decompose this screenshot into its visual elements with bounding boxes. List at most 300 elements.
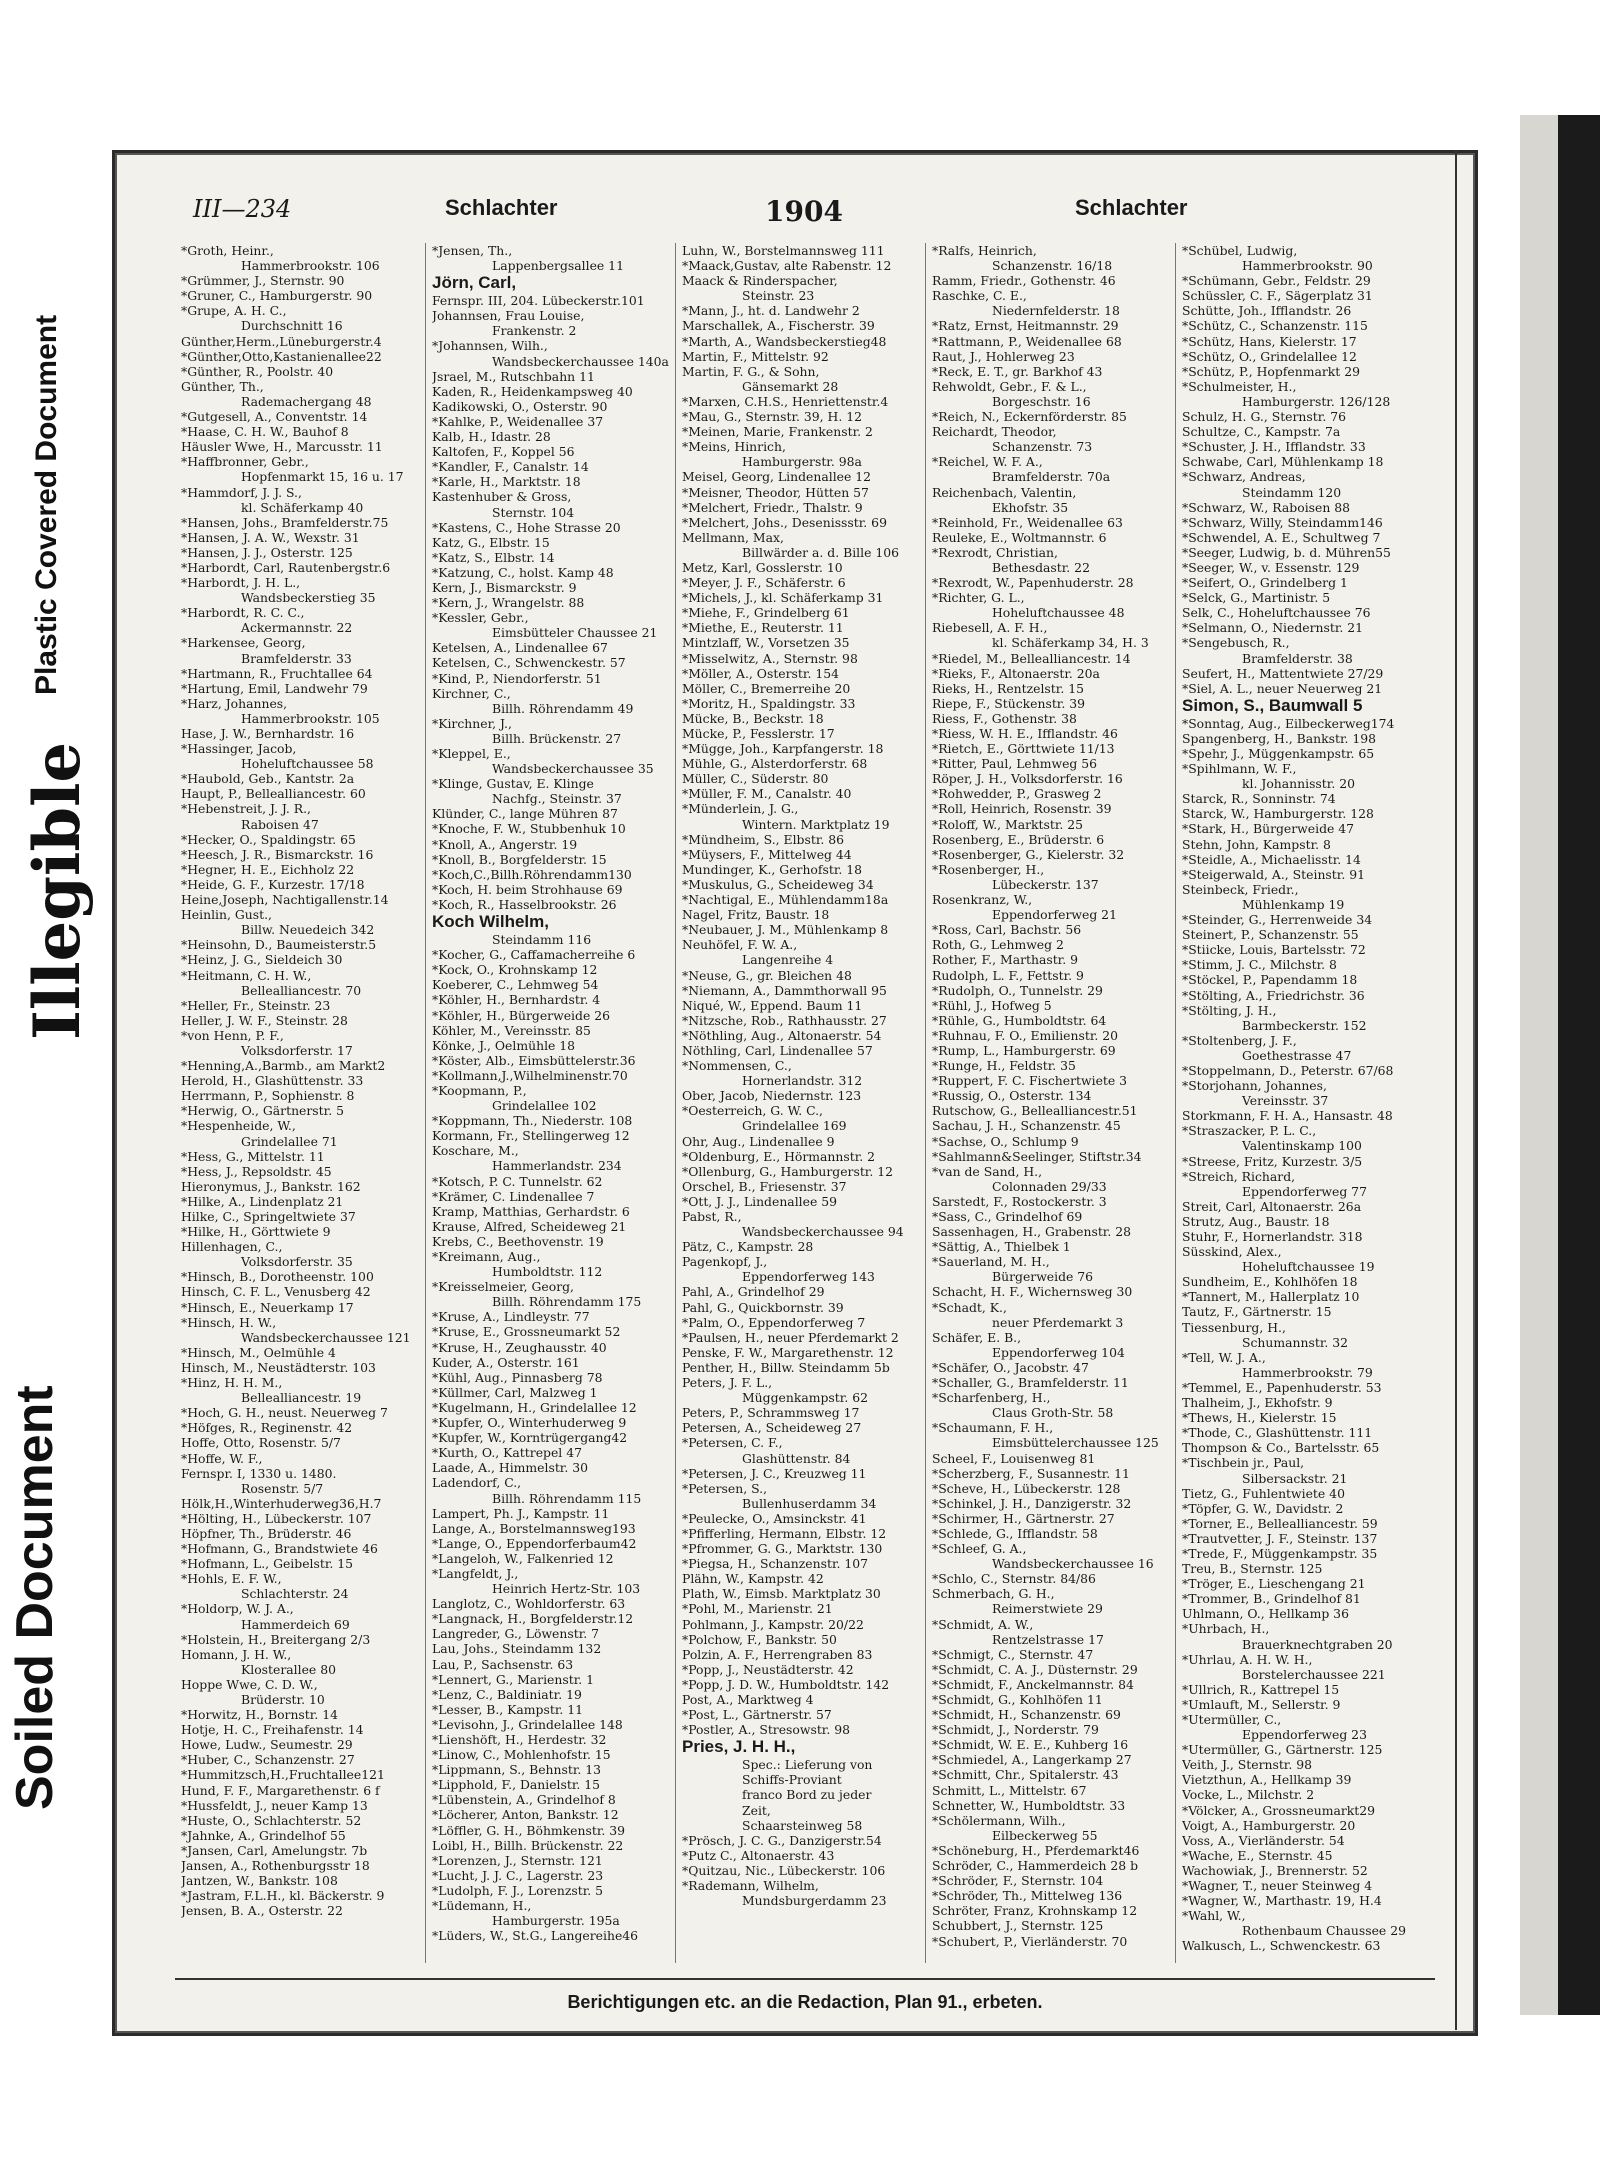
listing-entry: Schulz, H. G., Sternstr. 76 [1182, 409, 1346, 425]
listing-entry: Schiffs-Proviant [742, 1772, 842, 1788]
listing-entry: Lübeckerstr. 137 [992, 876, 1099, 892]
listing-entry: Rehwoldt, Gebr., F. & L., [932, 378, 1087, 394]
listing-entry: Pries, J. H. H., [682, 1737, 796, 1757]
listing-entry: *Schmitt, Chr., Spitalerstr. 43 [932, 1767, 1119, 1783]
footer-note: Berichtigungen etc. an die Redaction, Plan 91., erbeten. [175, 1978, 1435, 2022]
listing-entry: *Riedel, M., Bellealliancestr. 14 [932, 650, 1131, 666]
listing-entry: Steindamm 116 [492, 932, 592, 948]
listing-entry: *Heinz, J. G., Sieldeich 30 [181, 952, 343, 968]
listing-entry: *Rühle, G., Humboldtstr. 64 [932, 1012, 1107, 1028]
listing-entry: *Schütz, P., Hopfenmarkt 29 [1182, 363, 1360, 379]
listing-entry: Stuhr, F., Hornerlandstr. 318 [1182, 1229, 1363, 1244]
listing-entry: *Kern, J., Wrangelstr. 88 [432, 595, 585, 611]
listing-entry: Schultze, C., Kampstr. 7a [1182, 424, 1341, 440]
listing-entry: *Nitzsche, Rob., Rathhausstr. 27 [682, 1012, 887, 1028]
listing-entry: Billh. Röhrendamm 49 [492, 700, 634, 716]
listing-entry: Höpfner, Th., Brüderstr. 46 [181, 1525, 352, 1541]
listing-entry: *Streese, Fritz, Kurzestr. 3/5 [1182, 1153, 1363, 1169]
listing-entry: *Putz C., Altonaerstr. 43 [682, 1847, 835, 1863]
listing-entry: *Petersen, J. C., Kreuzweg 11 [682, 1465, 867, 1481]
listing-entry: Rieks, H., Rentzelstr. 15 [932, 680, 1084, 696]
listing-entry: *Holstein, H., Breitergang 2/3 [181, 1631, 371, 1647]
listing-entry: *Kruse, A., Lindleystr. 77 [432, 1309, 590, 1325]
listing-entry: Heinlin, Gust., [181, 907, 272, 923]
listing-entry: *Schwarz, Willy, Steindamm146 [1182, 514, 1383, 530]
listing-entry: Gänsemarkt 28 [742, 378, 839, 394]
listing-entry: *Hoffe, W. F., [181, 1450, 263, 1466]
listing-entry: *Schwarz, W., Raboisen 88 [1182, 499, 1351, 515]
listing-entry: Reichardt, Theodor, [932, 424, 1057, 440]
listing-entry: *Schütz, Hans, Kielerstr. 17 [1182, 333, 1357, 349]
listing-entry: *Kocher, G., Caffamacherreihe 6 [432, 947, 636, 963]
listing-entry: Ketelsen, A., Lindenallee 67 [432, 640, 608, 656]
listing-entry: *van de Sand, H., [932, 1163, 1043, 1179]
listing-entry: *Meins, Hinrich, [682, 439, 786, 455]
listing-entry: *Schölermann, Wilh., [932, 1812, 1066, 1828]
listing-entry: Penske, F. W., Margarethenstr. 12 [682, 1344, 894, 1360]
listing-entry: *Hebenstreit, J. J. R., [181, 801, 311, 817]
listing-entry: *Müysers, F., Mittelweg 44 [682, 846, 852, 862]
listing-entry: Kaltofen, F., Koppel 56 [432, 444, 575, 460]
listing-entry: Kalb, H., Idastr. 28 [432, 429, 551, 445]
page-header [115, 195, 1475, 239]
listing-entry: Hornerlandstr. 312 [742, 1073, 863, 1089]
listing-entry: *Siel, A. L., neuer Neuerweg 21 [1182, 680, 1383, 696]
listing-entry: Plath, W., Eimsb. Marktplatz 30 [682, 1586, 881, 1602]
listing-entry: Glashüttenstr. 84 [742, 1450, 851, 1466]
listing-entry: *Lucht, J. J. C., Lagerstr. 23 [432, 1867, 604, 1883]
listing-entry: Grindelallee 169 [742, 1118, 847, 1134]
listing-entry: *Rosenberger, G., Kielerstr. 32 [932, 846, 1125, 862]
listing-entry: Rentzelstrasse 17 [992, 1631, 1104, 1647]
listing-entry: Laade, A., Himmelstr. 30 [432, 1460, 589, 1476]
listing-entry: *Stoppelmann, D., Peterstr. 67/68 [1182, 1062, 1394, 1078]
listing-entry: *Uhrlau, A. H. W. H., [1182, 1651, 1313, 1667]
listing-entry: Tiessenburg, H., [1182, 1319, 1286, 1335]
listing-entry: *Hammdorf, J. J. S., [181, 484, 302, 500]
listing-entry: *Moritz, H., Spaldingstr. 33 [682, 695, 856, 711]
listing-entry: Hammerbrookstr. 105 [241, 710, 380, 726]
listing-entry: Koeberer, C., Lehmweg 54 [432, 977, 599, 993]
listing-entry: Lampert, Ph. J., Kampstr. 11 [432, 1505, 610, 1521]
listing-entry: *Harbordt, Carl, Rautenbergstr.6 [181, 559, 391, 575]
listing-entry: *Schlede, G., Ifflandstr. 58 [932, 1525, 1098, 1541]
listing-entry: *Peulecke, O., Amsinckstr. 41 [682, 1510, 867, 1526]
listing-entry: Borgeschstr. 16 [992, 393, 1091, 409]
listing-entry: *Russig, O., Osterstr. 134 [932, 1088, 1092, 1104]
listing-entry: Herrmann, P., Sophienstr. 8 [181, 1088, 355, 1104]
listing-entry: Nagel, Fritz, Baustr. 18 [682, 907, 830, 923]
listing-entry: Könke, J., Oelmühle 18 [432, 1037, 576, 1053]
listing-entry: Riess, F., Gothenstr. 38 [932, 710, 1077, 726]
listing-entry: Günther,Herm.,Lüneburgerstr.4 [181, 333, 382, 349]
page-number: III—234 [193, 195, 292, 223]
listing-entry: *Harbordt, J. H. L., [181, 575, 301, 591]
listing-entry: Mellmann, Max, [682, 529, 784, 545]
listing-entry: Peters, J. F. L., [682, 1375, 773, 1391]
listing-entry: Hammerdeich 69 [241, 1616, 350, 1632]
listing-entry: Schüssler, C. F., Sägerplatz 31 [1182, 288, 1373, 304]
listing-entry: Schröter, Franz, Krohnskamp 12 [932, 1903, 1138, 1919]
listing-entry: *Spehr, J., Müggenkampstr. 65 [1182, 746, 1375, 761]
listing-entry: Pätz, C., Kampstr. 28 [682, 1239, 814, 1255]
listing-entry: *Hartung, Emil, Landwehr 79 [181, 680, 368, 696]
listing-entry: Vereinsstr. 37 [1242, 1093, 1329, 1109]
listing-entry: *Köhler, H., Bernhardstr. 4 [432, 992, 601, 1008]
listing-entry: Voigt, A., Hamburgerstr. 20 [1182, 1817, 1356, 1833]
listing-entry: Sternstr. 104 [492, 504, 575, 520]
listing-entry: Röper, J. H., Volksdorferstr. 16 [932, 771, 1123, 787]
listing-entry: Kastenhuber & Gross, [432, 489, 572, 505]
listing-entry: Schäfer, E. B., [932, 1329, 1022, 1345]
listing-entry: Streit, Carl, Altonaerstr. 26a [1182, 1198, 1362, 1214]
listing-entry: *Schütz, C., Schanzenstr. 115 [1182, 318, 1368, 334]
listing-entry: franco Bord zu jeder [742, 1787, 872, 1803]
listing-entry: Hoheluftchaussee 19 [1242, 1259, 1375, 1275]
listing-entry: Schmitt, L., Mittelstr. 67 [932, 1782, 1087, 1798]
listing-entry: *Nachtigal, E., Mühlendamm18a [682, 892, 889, 908]
listing-entry: *Kotsch, P. C. Tunnelstr. 62 [432, 1173, 603, 1189]
listing-entry: *Trommer, B., Grindelhof 81 [1182, 1591, 1361, 1607]
listing-entry: *Hummitzsch,H.,Fruchtallee121 [181, 1767, 385, 1783]
listing-entry: *Haubold, Geb., Kantstr. 2a [181, 771, 355, 787]
listing-entry: Voss, A., Vierländerstr. 54 [1182, 1832, 1345, 1848]
listing-entry: Nöthling, Carl, Lindenallee 57 [682, 1042, 873, 1058]
listing-entry: *Lüdemann, H., [432, 1898, 532, 1914]
listing-entry: *Ratz, Ernst, Heitmannstr. 29 [932, 318, 1119, 334]
listing-entry: *Neubauer, J. M., Mühlenkamp 8 [682, 922, 889, 938]
listing-entry: Roth, G., Lehmweg 2 [932, 937, 1064, 953]
listing-entry: *Hilke, H., Görttwiete 9 [181, 1224, 331, 1240]
listing-entry: *Roloff, W., Marktstr. 25 [932, 816, 1084, 832]
listing-entry: Schlachterstr. 24 [241, 1586, 349, 1602]
listing-entry: Ackermannstr. 22 [241, 620, 353, 636]
listing-entry: *Lübenstein, A., Grindelhof 8 [432, 1792, 616, 1808]
listing-entry: Spec.: Lieferung von [742, 1757, 873, 1773]
listing-entry: Billh. Röhrendamm 115 [492, 1490, 642, 1506]
listing-entry: *Kruse, H., Zeughausstr. 40 [432, 1339, 607, 1355]
listing-entry: *Oesterreich, G. W. C., [682, 1103, 823, 1119]
label-soiled-document: Soiled Document [6, 1385, 64, 1810]
listing-entry: Durchschnitt 16 [241, 318, 343, 334]
listing-entry: *Langnack, H., Borgfelderstr.12 [432, 1611, 634, 1627]
listing-entry: *Kruse, E., Grossneumarkt 52 [432, 1324, 621, 1340]
listing-entry: *Kühl, Aug., Pinnasberg 78 [432, 1369, 603, 1385]
listing-entry: *Kock, O., Krohnskamp 12 [432, 962, 598, 978]
listing-entry: *Hess, G., Mittelstr. 11 [181, 1148, 325, 1164]
listing-entry: *Hassinger, Jacob, [181, 741, 297, 757]
listing-entry: Polzin, A. F., Herrengraben 83 [682, 1646, 873, 1662]
listing-entry: *Langfeldt, J., [432, 1565, 519, 1581]
listing-entry: Hoffe, Otto, Rosenstr. 5/7 [181, 1435, 341, 1451]
listing-entry: Koschare, M., [432, 1143, 519, 1159]
listing-entry: *Marth, A., Wandsbeckerstieg48 [682, 333, 887, 349]
listing-entry: *Schöneburg, H., Pferdemarkt46 [932, 1842, 1140, 1858]
listing-entry: *Langeloh, W., Falkenried 12 [432, 1550, 614, 1566]
listing-entry: Schanzenstr. 73 [992, 439, 1093, 455]
listing-entry: Luhn, W., Borstelmannsweg 111 [682, 243, 885, 258]
listing-entry: Grindelallee 102 [492, 1098, 597, 1114]
listing-entry: Meisel, Georg, Lindenallee 12 [682, 469, 872, 485]
listing-entry: *Umlauft, M., Sellerstr. 9 [1182, 1696, 1341, 1712]
listing-entry: *Schirmer, H., Gärtnerstr. 27 [932, 1510, 1115, 1526]
listing-entry: Eppendorferweg 104 [992, 1344, 1125, 1360]
listing-entry: *Hinsch, H. W., [181, 1314, 277, 1330]
listing-entry: *Haffbronner, Gebr., [181, 454, 309, 470]
listing-entry: Hamburgerstr. 195a [492, 1913, 620, 1929]
listing-entry: Hammerbrookstr. 79 [1242, 1364, 1373, 1380]
listing-entry: *Postler, A., Stresowstr. 98 [682, 1722, 851, 1738]
listing-entry: Heinrich Hertz-Str. 103 [492, 1581, 641, 1597]
listing-entry: *Koch,C.,Billh.Röhrendamm130 [432, 866, 632, 882]
listing-entry: *Schmidt, J., Norderstr. 79 [932, 1722, 1099, 1738]
listing-entry: *Wagner, W., Marthastr. 19, H.4 [1182, 1893, 1382, 1909]
listing-entry: Petersen, A., Scheideweg 27 [682, 1420, 862, 1436]
listing-entry: Pohlmann, J., Kampstr. 20/22 [682, 1616, 864, 1632]
listing-entry: Sassenhagen, H., Grabenstr. 28 [932, 1224, 1132, 1240]
listing-entry: *Rexrodt, Christian, [932, 544, 1058, 560]
listing-entry: Schnetter, W., Humboldtstr. 33 [932, 1797, 1126, 1813]
listing-entry: *Lippmann, S., Behnstr. 13 [432, 1762, 602, 1778]
listing-entry: Barmbeckerstr. 152 [1242, 1017, 1367, 1033]
listing-entry: Plähn, W., Kampstr. 42 [682, 1571, 824, 1587]
listing-entry: Wandsbeckerchaussee 94 [742, 1224, 904, 1240]
listing-entry: *Seeger, W., v. Essenstr. 129 [1182, 559, 1360, 575]
listing-entry: Bramfelderstr. 33 [241, 650, 352, 666]
listing-entry: *Roll, Heinrich, Rosenstr. 39 [932, 801, 1112, 817]
listing-entry: Raut, J., Hohlerweg 23 [932, 348, 1075, 364]
listing-entry: *Jastram, F.L.H., kl. Bäckerstr. 9 [181, 1888, 385, 1904]
listing-entry: Nachfg., Steinstr. 37 [492, 791, 622, 807]
listing-entry: Brauerknechtgraben 20 [1242, 1636, 1393, 1652]
listing-entry: *Quitzau, Nic., Lübeckerstr. 106 [682, 1862, 886, 1878]
listing-entry: Starck, W., Hamburgerstr. 128 [1182, 806, 1374, 822]
listing-entry: Herold, H., Glashüttenstr. 33 [181, 1073, 364, 1089]
listing-entry: Schröder, C., Hammerdeich 28 b [932, 1858, 1139, 1874]
listing-entry: Wandsbeckerstieg 35 [241, 590, 376, 606]
listing-entry: Sarstedt, F., Rostockerstr. 3 [932, 1193, 1107, 1209]
listing-entry: *Hespenheide, W., [181, 1118, 296, 1134]
listing-entry: Jsrael, M., Rutschbahn 11 [432, 368, 595, 384]
listing-entry: Heller, J. W. F., Steinstr. 28 [181, 1012, 348, 1028]
listing-entry: Klünder, C., lange Mühren 87 [432, 806, 618, 822]
listing-entry: *Lorenzen, J., Sternstr. 121 [432, 1852, 603, 1868]
listing-entry: *Rump, L., Hamburgerstr. 69 [932, 1042, 1116, 1058]
listing-entry: *Kastens, C., Hohe Strasse 20 [432, 519, 621, 535]
listing-entry: *Kupfer, W., Korntrügergang42 [432, 1430, 628, 1446]
listing-entry: *Lennert, G., Marienstr. 1 [432, 1671, 595, 1687]
listing-entry: *Polchow, F., Bankstr. 50 [682, 1631, 837, 1647]
listing-entry: *Schmigt, C., Sternstr. 47 [932, 1646, 1094, 1662]
listing-entry: *Schuster, J. H., Ifflandstr. 33 [1182, 439, 1366, 455]
listing-entry: *Sonntag, Aug., Eilbeckerweg174 [1182, 715, 1395, 731]
listing-entry: Neuhöfel, F. W. A., [682, 937, 798, 953]
listing-entry: *Scherzberg, F., Susannestr. 11 [932, 1465, 1130, 1481]
listing-entry: *von Henn, P. F., [181, 1027, 284, 1043]
listing-entry: Schanzenstr. 16/18 [992, 258, 1113, 274]
listing-entry: *Uhrbach, H., [1182, 1621, 1270, 1637]
listing-entry: *Schröder, F., Sternstr. 104 [932, 1873, 1104, 1889]
listing-entry: *Schwendel, A. E., Schultweg 7 [1182, 529, 1381, 545]
listing-entry: Storkmann, F. H. A., Hansastr. 48 [1182, 1108, 1393, 1124]
listing-entry: *Reichel, W. F. A., [932, 454, 1043, 470]
listing-entry: *Muskulus, G., Scheideweg 34 [682, 876, 874, 892]
listing-entry: *Piegsa, H., Schanzenstr. 107 [682, 1556, 869, 1572]
listing-entry: Metz, Karl, Gosslerstr. 10 [682, 559, 843, 575]
listing-entry: *Ruppert, F. C. Fischertwiete 3 [932, 1073, 1128, 1089]
listing-entry: *Hinz, H. H. M., [181, 1375, 283, 1391]
listing-entry: Bullenhuserdamm 34 [742, 1495, 877, 1511]
listing-entry: *Pfrommer, G. G., Marktstr. 130 [682, 1541, 883, 1557]
listing-entry: Rother, F., Marthastr. 9 [932, 952, 1079, 968]
listing-entry: *Hansen, Johs., Bramfelderstr.75 [181, 514, 389, 530]
listing-entry: *Schlo, C., Sternstr. 84/86 [932, 1571, 1096, 1587]
page-edge [1455, 150, 1467, 2030]
listing-entry: Koch Wilhelm, [432, 912, 549, 932]
listing-entry: Maack & Rinderspacher, [682, 273, 838, 289]
listing-entry: Hotje, H. C., Freihafenstr. 14 [181, 1722, 364, 1738]
listing-entry: *Oldenburg, E., Hörmannstr. 2 [682, 1148, 876, 1164]
listing-entry: *Töpfer, G. W., Davidstr. 2 [1182, 1500, 1344, 1516]
listing-entry: Steinstr. 23 [742, 288, 815, 304]
listing-entry: Steindamm 120 [1242, 484, 1342, 500]
listing-entry: *Löcherer, Anton, Bankstr. 12 [432, 1807, 619, 1823]
listing-entry: Schütte, Joh., Ifflandstr. 26 [1182, 303, 1352, 319]
listing-entry: *Ott, J. J., Lindenallee 59 [682, 1193, 837, 1209]
listing-entry: Colonnaden 29/33 [992, 1178, 1107, 1194]
listing-entry: *Scheve, H., Lübeckerstr. 128 [932, 1480, 1121, 1496]
listing-entry: Wandsbeckerchaussee 35 [492, 761, 654, 777]
directory-page [112, 150, 1478, 2036]
listing-entry: Starck, R., Sonninstr. 74 [1182, 791, 1336, 807]
listing-entry: Pabst, R., [682, 1209, 742, 1224]
listing-entry: Langreder, G., Löwenstr. 7 [432, 1626, 600, 1642]
listing-entry: *Melchert, Johs., Desenissstr. 69 [682, 514, 887, 530]
listing-entry: Ekhofstr. 35 [992, 499, 1069, 515]
listing-entry: *Rohwedder, P., Grasweg 2 [932, 786, 1102, 802]
listing-entry: *Münderlein, J. G., [682, 801, 799, 817]
adjacent-page-strip [1520, 115, 1600, 2015]
listing-entry: Billw. Neuedeich 342 [241, 922, 375, 938]
listing-entry: *Völcker, A., Grossneumarkt29 [1182, 1802, 1376, 1818]
listing-entry: *Löffler, G. H., Böhmkenstr. 39 [432, 1822, 626, 1838]
listing-entry: Orschel, B., Friesenstr. 37 [682, 1178, 847, 1194]
listing-column [1175, 243, 1425, 1963]
listing-entry: *Ollenburg, G., Hamburgerstr. 12 [682, 1163, 894, 1179]
listing-entry: *Henning,A.,Barmb., am Markt2 [181, 1058, 386, 1074]
listing-entry: Hölk,H.,Winterhuderweg36,H.7 [181, 1495, 382, 1511]
listing-entry: Thalheim, J., Ekhofstr. 9 [1182, 1395, 1333, 1411]
listing-entry: *Levisohn, J., Grindelallee 148 [432, 1716, 623, 1732]
listing-entry: Kadikowski, O., Osterstr. 90 [432, 398, 608, 414]
listing-entry: *Petersen, S., [682, 1480, 768, 1496]
listing-entry: Lange, A., Borstelmannsweg193 [432, 1520, 636, 1536]
listing-entry: *Thews, H., Kielerstr. 15 [1182, 1410, 1337, 1426]
listing-entry: Langenreihe 4 [742, 952, 834, 968]
listing-entry: *Kahlke, P., Weidenallee 37 [432, 413, 604, 429]
listing-entry: *Tannert, M., Hallerplatz 10 [1182, 1289, 1360, 1305]
listing-entry: *Heitmann, C. H. W., [181, 967, 312, 983]
listing-entry: *Hofmann, L., Geibelstr. 15 [181, 1556, 354, 1572]
listing-entry: *Tell, W. J. A., [1182, 1349, 1266, 1365]
listing-entry: *Hussfeldt, J., neuer Kamp 13 [181, 1797, 368, 1813]
listing-entry: Billwärder a. d. Bille 106 [742, 544, 900, 560]
listing-entry: *Lüders, W., St.G., Langereihe46 [432, 1928, 639, 1944]
listing-entry: *Groth, Heinr., [181, 243, 274, 258]
listing-entry: Martin, F., Mittelstr. 92 [682, 348, 829, 364]
listing-entry: *Stölting, A., Friedrichstr. 36 [1182, 987, 1365, 1003]
listing-entry: *Rühl, J., Hofweg 5 [932, 997, 1052, 1013]
listing-entry: Treu, B., Sternstr. 125 [1182, 1561, 1323, 1577]
listing-entry: *Meyer, J. F., Schäferstr. 6 [682, 575, 846, 591]
listing-entry: *Hinsch, E., Neuerkamp 17 [181, 1299, 354, 1315]
listing-entry: *Koopmann, P., [432, 1082, 527, 1098]
listing-entry: *Sachse, O., Schlump 9 [932, 1133, 1079, 1149]
listing-entry: Thompson & Co., Bartelsstr. 65 [1182, 1440, 1380, 1456]
listing-entry: *Trautvetter, J. F., Steinstr. 137 [1182, 1530, 1378, 1546]
listing-entry: *Hansen, J. A. W., Wexstr. 31 [181, 529, 360, 545]
listing-entry: *Hohls, E. F. W., [181, 1571, 282, 1587]
listing-entry: *Rosenberger, H., [932, 861, 1045, 877]
listing-entry: *Günther, R., Poolstr. 40 [181, 363, 334, 379]
listing-entry: Kirchner, C., [432, 685, 511, 701]
listing-entry: Hilke, C., Springeltwiete 37 [181, 1209, 356, 1224]
listing-entry: Kuder, A., Osterstr. 161 [432, 1354, 580, 1370]
listing-entry: *Krämer, C. Lindenallee 7 [432, 1188, 595, 1204]
listing-entry: *Schmidt, A. W., [932, 1616, 1034, 1632]
listing-entry: Wachowiak, J., Brennerstr. 52 [1182, 1862, 1368, 1878]
listing-entry: *Kurth, O., Kattrepel 47 [432, 1445, 582, 1461]
section-title-left: Schlachter [445, 195, 558, 220]
listing-entry: *Ullrich, R., Kattrepel 15 [1182, 1681, 1340, 1697]
listing-entry: *Höfges, R., Reginenstr. 42 [181, 1420, 353, 1436]
listing-entry: Mücke, P., Fesslerstr. 17 [682, 726, 835, 741]
listing-entry: Eimsbüttelerchaussee 125 [992, 1435, 1159, 1451]
listing-entry: Heine,Joseph, Nachtigallenstr.14 [181, 892, 389, 908]
listing-entry: *Schübel, Ludwig, [1182, 243, 1298, 258]
listing-entry: Bethesdastr. 22 [992, 559, 1090, 575]
listing-entry: Mücke, B., Beckstr. 18 [682, 710, 824, 726]
listing-entry: *Neuse, G., gr. Bleichen 48 [682, 967, 852, 983]
listing-entry: Selk, C., Hoheluftchaussee 76 [1182, 605, 1371, 621]
listing-entry: *Stölting, J. H., [1182, 1002, 1277, 1018]
listing-entry: *Torner, E., Bellealliancestr. 59 [1182, 1515, 1378, 1531]
listing-entry: Rudolph, L. F., Fettstr. 9 [932, 967, 1084, 983]
listing-entry: Katz, G., Elbstr. 15 [432, 534, 550, 550]
listing-entry: Fernspr. III, 204. Lübeckerstr.101 [432, 293, 645, 309]
listing-entry: *Mann, J., ht. d. Landwehr 2 [682, 303, 860, 319]
listing-entry: *Rexrodt, W., Papenhuderstr. 28 [932, 575, 1134, 591]
listing-columns [175, 243, 1425, 1963]
listing-entry: *Popp, J., Neustädterstr. 42 [682, 1661, 854, 1677]
listing-entry: Mühlenkamp 19 [1242, 896, 1345, 912]
listing-entry: Hieronymus, J., Bankstr. 162 [181, 1178, 361, 1194]
listing-entry: *Möller, A., Osterstr. 154 [682, 665, 839, 681]
listing-entry: *Straszacker, P. L. C., [1182, 1123, 1317, 1139]
listing-entry: Raboisen 47 [241, 816, 319, 832]
listing-entry: *Popp, J. D. W., Humboldtstr. 142 [682, 1676, 890, 1692]
listing-entry: Walkusch, L., Schwenckestr. 63 [1182, 1938, 1381, 1954]
listing-entry: Mintzlaff, W., Vorsetzen 35 [682, 635, 850, 651]
listing-entry: *Schleef, G. A., [932, 1541, 1027, 1557]
listing-entry: Jörn, Carl, [432, 273, 517, 293]
listing-entry: Grindelallee 71 [241, 1133, 338, 1149]
listing-entry: Wandsbeckerchaussee 16 [992, 1556, 1154, 1572]
listing-entry: *Scharfenberg, H., [932, 1390, 1051, 1406]
listing-entry: Eppendorferweg 21 [992, 907, 1117, 923]
listing-entry: Ohr, Aug., Lindenallee 9 [682, 1133, 835, 1149]
listing-entry: Bellealliancestr. 19 [241, 1390, 362, 1406]
